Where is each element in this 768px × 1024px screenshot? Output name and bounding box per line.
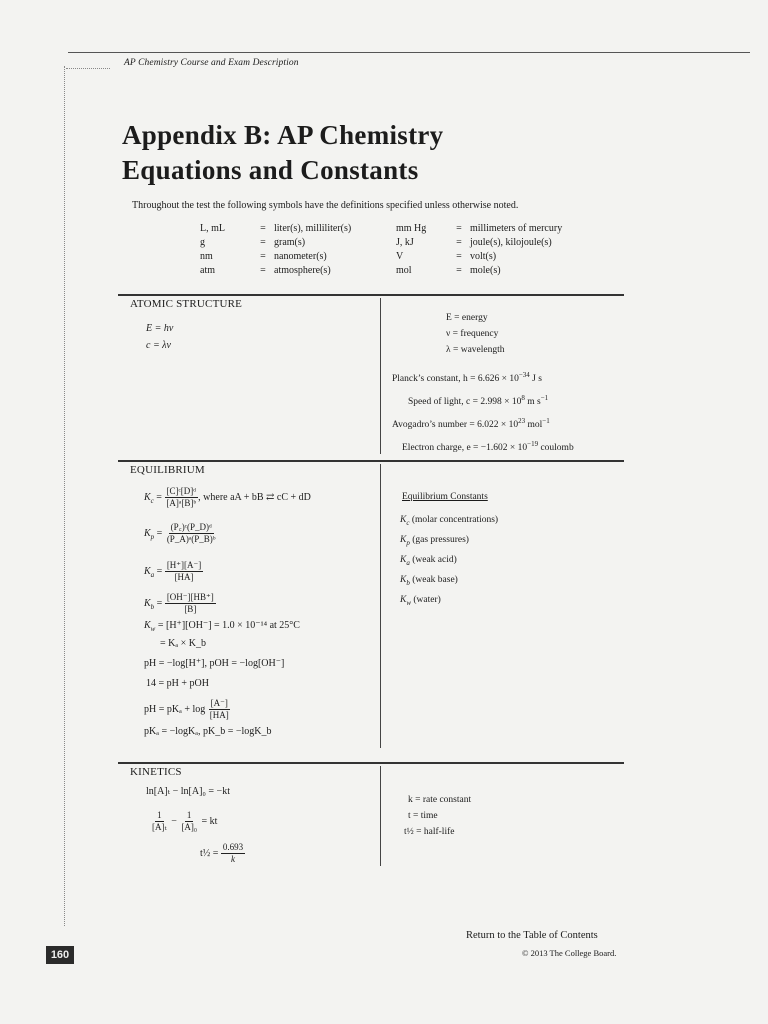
equation-wave: c = λν — [146, 340, 171, 351]
title-line-1: Appendix B: AP Chemistry — [122, 120, 444, 150]
symbol-left-def: gram(s) — [274, 237, 306, 248]
symbol-left-sym: atm — [200, 265, 215, 276]
def-rate-constant: k = rate constant — [408, 795, 472, 805]
symbol-right-row — [396, 250, 566, 264]
equation-kw: $K_w = [H^+][OH^-] = 1.0 \times 10^{-14}$ at 25°C — [144, 620, 300, 633]
symbols-table-left — [200, 222, 355, 278]
equation-kp: $K_p$ = $\frac{\text{(P꜀)ᶜ(P\_D)ᵈ}}{\text{(P\_A)ᵃ(P\_B)ᵇ}}$ — [144, 522, 216, 544]
symbol-right-row — [396, 236, 566, 250]
section-title-kinetics: KINETICS — [130, 766, 182, 778]
symbol-right-eq: = — [456, 223, 462, 234]
equation-ph: pH = −log[H⁺], pOH = −log[OH⁻] — [144, 658, 285, 669]
course-header: AP Chemistry Course and Exam Description — [124, 58, 299, 68]
return-to-contents-link[interactable]: Return to the Table of Contents — [466, 930, 598, 941]
symbol-right-def: volt(s) — [470, 251, 497, 262]
symbol-left-def: atmosphere(s) — [274, 265, 331, 276]
def-half-life: t½ = half-life — [404, 827, 455, 837]
kinetics-definitions — [404, 792, 471, 840]
section-rule-atomic — [118, 294, 624, 296]
symbols-table-right — [396, 222, 566, 278]
equilibrium-constants-list — [400, 512, 498, 611]
symbol-left-row — [200, 264, 355, 278]
symbol-left-row — [200, 250, 355, 264]
symbol-left-def: nanometer(s) — [274, 251, 327, 262]
atomic-constants — [392, 366, 574, 459]
equilibrium-constants-title: Equilibrium Constants — [402, 492, 488, 502]
const-kb: $K_b$ (weak base) — [400, 574, 458, 587]
symbol-left-row — [200, 236, 355, 250]
const-avogadro: Avogadro’s number = $6.022 \times 10^{23}$ mol$^{-1}$ — [392, 417, 550, 431]
const-electron: Electron charge, $e = -1.602 \times 10^{-19}$ coulomb — [402, 440, 574, 454]
section-rule-equilibrium — [118, 460, 624, 462]
symbol-right-eq: = — [456, 265, 462, 276]
header-dotted-leader — [66, 68, 110, 69]
equation-second-order: $\frac{1}{\text{[A]ₜ}}$ − $\frac{1}{\text{[A]₀}}$ = kt — [152, 810, 218, 832]
equation-kw-product: = Kₐ × K_b — [160, 638, 206, 649]
title-line-2: Equations and Constants — [122, 155, 419, 185]
top-rule — [68, 52, 750, 53]
symbol-right-row — [396, 222, 566, 236]
symbol-left-row — [200, 222, 355, 236]
symbol-left-sym: L, mL — [200, 223, 225, 234]
equation-first-order: ln[A]ₜ − ln[A]₀ = −kt — [146, 786, 230, 797]
column-divider-kinetics — [380, 766, 381, 866]
margin-dotted-line — [64, 66, 65, 926]
def-energy: E = energy — [446, 313, 488, 323]
page-title — [122, 118, 443, 188]
const-kc: $K_c$ (molar concentrations) — [400, 515, 499, 527]
column-divider-equilibrium — [380, 464, 381, 748]
symbol-left-eq: = — [260, 265, 266, 276]
symbol-right-sym: mm Hg — [396, 223, 427, 234]
symbol-right-sym: V — [396, 251, 404, 262]
def-frequency: ν = frequency — [446, 329, 499, 339]
equation-henderson: pH = pKₐ + log $\frac{[A^-]}{[HA]}$ — [144, 698, 229, 720]
equation-pk: pKₐ = −logKₐ, pK_b = −logK_b — [144, 726, 272, 737]
equation-ka: $K_a$ = $\frac{[H^+][A^-]}{[HA]}$ — [144, 560, 202, 582]
const-light: Speed of light, $c = 2.998 \times 10^8$ m $s^{-1}$ — [408, 394, 549, 408]
const-kw: $K_w$ (water) — [400, 594, 441, 607]
equation-energy: E = hν — [146, 323, 174, 334]
column-divider-atomic — [380, 298, 381, 454]
copyright-notice: © 2013 The College Board. — [522, 948, 617, 958]
symbol-left-sym: nm — [200, 251, 213, 262]
symbol-right-def: joule(s), kilojoule(s) — [470, 237, 552, 248]
symbol-right-def: mole(s) — [470, 265, 501, 276]
symbol-left-eq: = — [260, 251, 266, 262]
symbol-right-sym: mol — [396, 265, 412, 276]
section-title-equilibrium: EQUILIBRIUM — [130, 464, 205, 476]
symbol-left-eq: = — [260, 237, 266, 248]
const-ka: $K_a$ (weak acid) — [400, 554, 457, 567]
symbol-right-eq: = — [456, 251, 462, 262]
equation-ph-sum: 14 = pH + pOH — [146, 678, 209, 689]
page-number-badge: 160 — [46, 946, 74, 964]
symbol-left-sym: g — [200, 237, 205, 248]
symbol-right-def: millimeters of mercury — [470, 223, 563, 234]
symbol-right-row — [396, 264, 566, 278]
symbol-right-eq: = — [456, 237, 462, 248]
equation-half-life: t½ = $\frac{0.693}{k}$ — [200, 842, 244, 864]
symbol-left-def: liter(s), milliliter(s) — [274, 223, 352, 234]
atomic-definitions — [446, 310, 505, 358]
const-kp: $K_p$ (gas pressures) — [400, 534, 469, 547]
def-wavelength: λ = wavelength — [446, 345, 505, 355]
const-planck: Planck’s constant, $h = 6.626 \times 10^{-34}$ J s — [392, 371, 542, 385]
symbol-left-eq: = — [260, 223, 266, 234]
def-time: t = time — [408, 811, 438, 821]
equation-kc: $K_c$ = $\frac{\text{[C]ᶜ[D]ᵈ}}{\text{[A]ᵃ[B]ᵇ}}$ , where aA + bB ⇄ cC + dD — [144, 486, 311, 508]
symbol-right-sym: J, kJ — [396, 237, 414, 248]
equation-kb: $K_b$ = $\frac{[OH^-][HB^+]}{[B]}$ — [144, 592, 214, 614]
section-rule-kinetics — [118, 762, 624, 764]
intro-text: Throughout the test the following symbols have the definitions specified unless otherwise noted. — [132, 200, 519, 211]
section-title-atomic: ATOMIC STRUCTURE — [130, 298, 243, 310]
